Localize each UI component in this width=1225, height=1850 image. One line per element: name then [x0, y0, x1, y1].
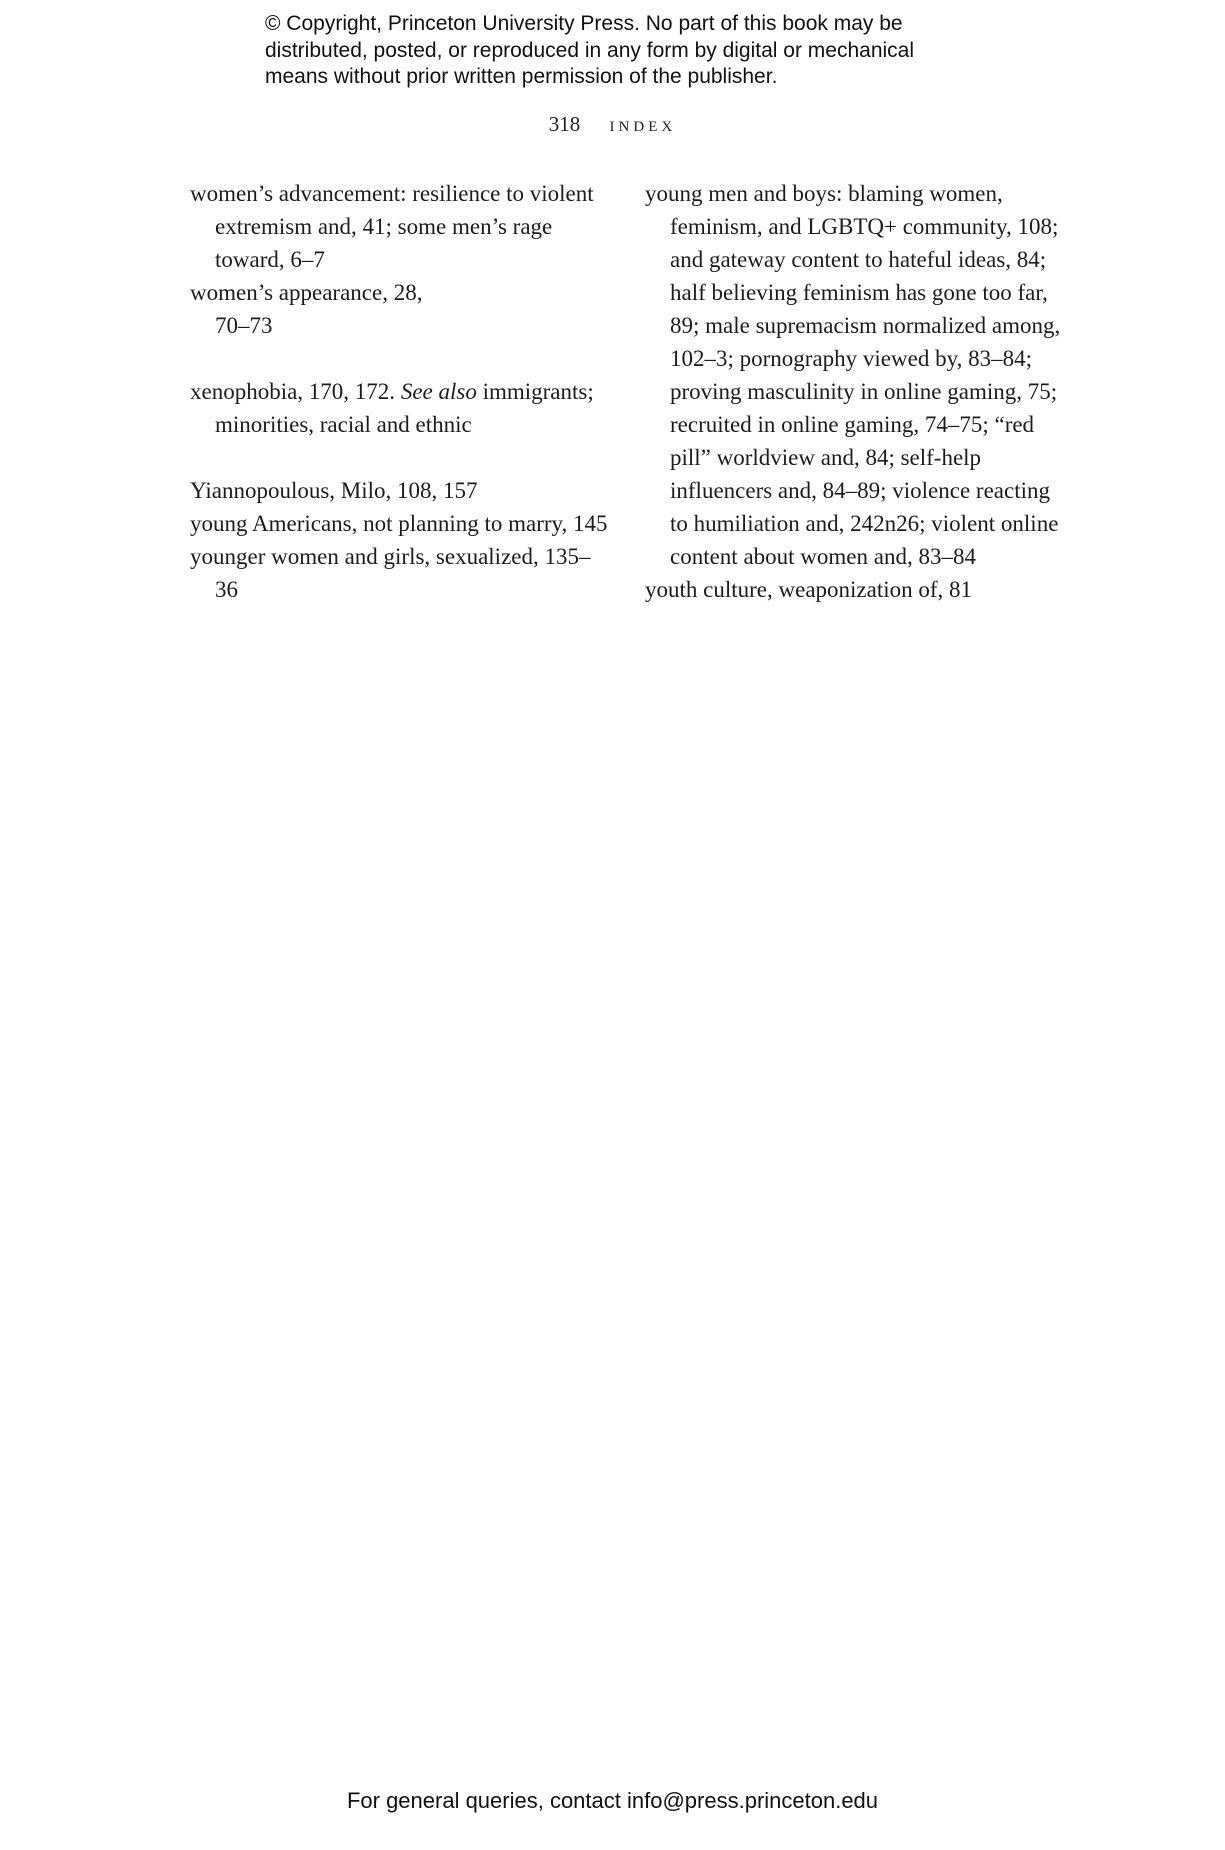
copyright-line-1: © Copyright, Princeton University Press. No part of this book may be [265, 12, 903, 35]
running-head [0, 112, 1225, 137]
index-entry: young Americans, not planning to marry, 145 [190, 511, 608, 536]
copyright-line-3: means without prior written permission of the publisher. [265, 65, 778, 88]
copyright-line-2: distributed, posted, or reproduced in any form by digital or mechanical [265, 38, 915, 62]
index-entry: Yiannopoulous, Milo, 108, 157 [190, 478, 478, 503]
index-entry-text: immigrants; minorities, racial and ethnic [215, 379, 594, 437]
index-entry [190, 276, 610, 342]
copyright-notice [265, 11, 985, 91]
index-entry: women’s advancement: resilience to violent extremism and, 41; some men’s rage toward, 6–7 [190, 181, 594, 272]
see-also-ref: See also [400, 379, 477, 404]
index-entry: younger women and girls, sexualized, 135–36 [190, 544, 591, 602]
index-column-right [645, 177, 1065, 606]
page-number: 318 [548, 112, 581, 136]
index-entry: young men and boys: blaming women, feminism, and LGBTQ+ community, 108; and gateway content to hateful ideas, 84; half believing feminism has gone too far, 89; male supremacism normalized among, 102–3; pornography viewed by, 83–84; proving masculinity in online gaming, 75; recruited in online gaming, 74–75; “red pill” worldview and, 84; self-help influencers and, 84–89; violence reacting to humiliation and, 242n26; violent online content about women and, 83–84 [645, 181, 1061, 569]
running-head-title: index [609, 112, 677, 136]
index-entry [190, 375, 610, 441]
footer-contact: For general queries, contact info@press.princeton.edu [346, 1788, 879, 1813]
index-column-left [190, 177, 610, 606]
index-entry: youth culture, weaponization of, 81 [645, 577, 973, 602]
index-entry-line: women’s appearance, 28, [190, 280, 423, 305]
index-entry-text: xenophobia, 170, 172. [190, 379, 401, 404]
index-entry-line: 70–73 [215, 313, 273, 338]
